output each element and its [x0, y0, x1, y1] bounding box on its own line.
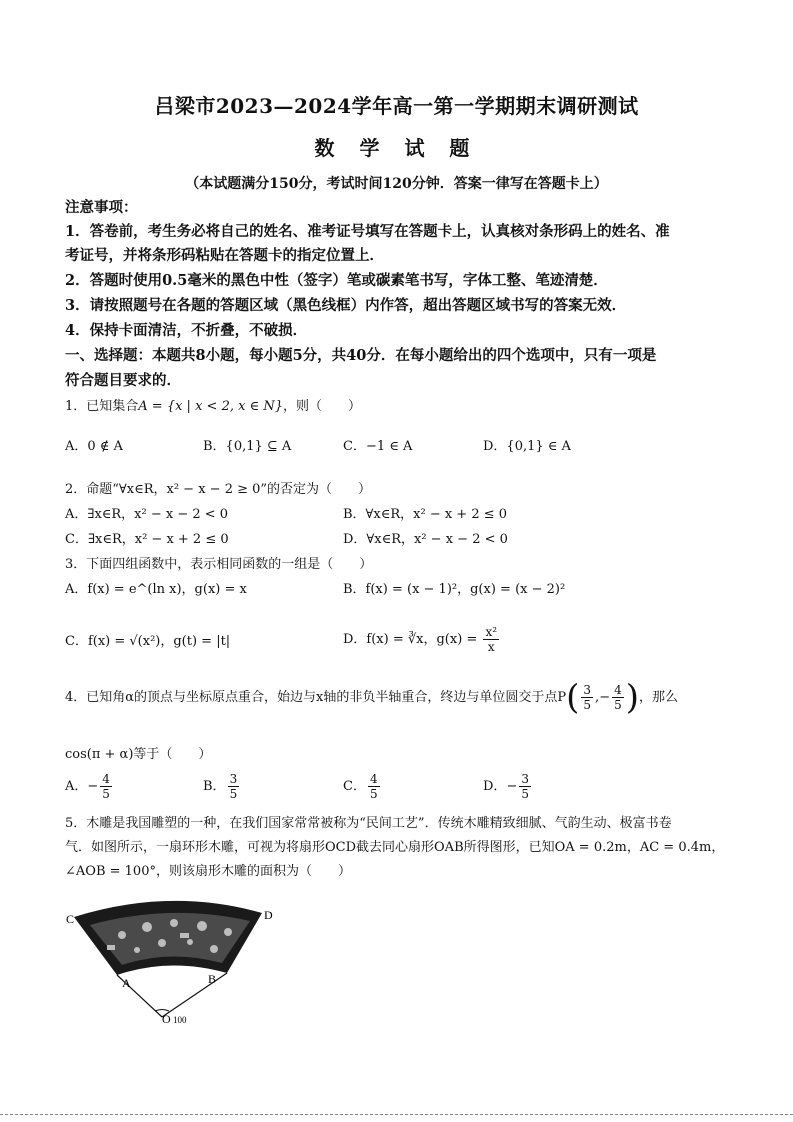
q4-option-a-sign: − — [87, 779, 99, 794]
carving-dot — [210, 945, 218, 953]
q4-paren-open: ( — [566, 677, 580, 718]
q1-stem — [65, 397, 361, 417]
carving-dot — [118, 931, 126, 939]
q1-stem-text: 1．已知集合 — [65, 399, 139, 414]
carving-block — [107, 945, 115, 950]
q4-option-a-label: A． — [65, 779, 88, 794]
q3-option-a: A．f(x) = e^(ln x)，g(x) = x — [65, 582, 247, 597]
carving-dot — [197, 921, 207, 931]
q4-option-d-den: 5 — [521, 787, 529, 801]
q4-point-y-sign: − — [599, 690, 611, 705]
radius-ob — [162, 973, 227, 1017]
q5-line3: ∠AOB = 100°，则该扇形木雕的面积为（ ） — [65, 864, 351, 879]
q4-option-b — [203, 772, 241, 801]
carving-dot — [224, 928, 232, 936]
q4-point-x-den: 5 — [583, 698, 592, 712]
q4-paren-close: ) — [625, 677, 639, 718]
q4-option-c — [343, 772, 382, 801]
q3-option-b: B．f(x) = (x − 1)²，g(x) = (x − 2)² — [343, 582, 566, 597]
q4-option-c-label: C． — [343, 779, 366, 794]
q4-option-a-frac — [100, 772, 112, 801]
q5-line1: 5．木雕是我国雕塑的一种，在我们国家常常被称为“民间工艺”．传统木雕精致细腻、气韵生动、极富书卷 — [65, 816, 672, 831]
label-a: A — [122, 976, 131, 990]
q4-stem-text: 4．已知角α的顶点与坐标原点重合，始边与x轴的非负半轴重合，终边与单位圆交于点P — [65, 690, 567, 705]
notice-heading: 注意事项： — [65, 199, 138, 216]
q4-option-d — [483, 772, 533, 801]
notice-item2: 2．答题时使用0.5毫米的黑色中性（签字）笔或碳素笔书写，字体工整、笔迹清楚． — [65, 272, 608, 289]
exam-subject: 数 学 试 题 — [314, 136, 479, 160]
q1-option-c: C．−1 ∈ A — [343, 439, 413, 454]
q3-option-c: C．f(x) = √(x²)，g(t) = |t| — [65, 634, 231, 649]
q4-point-y — [612, 683, 624, 712]
q4-option-c-num: 4 — [369, 772, 378, 786]
q2-option-c: C．∃x∈R，x² − x + 2 ≤ 0 — [65, 532, 229, 547]
q1-option-d: D．{0,1} ∈ A — [483, 439, 571, 454]
q2-option-b: B．∀x∈R，x² − x + 2 ≤ 0 — [343, 507, 508, 522]
exam-note: （本试题满分150分，考试时间120分钟．答案一律写在答题卡上） — [185, 176, 608, 192]
q4-point-y-num: 4 — [614, 683, 622, 697]
q1-set: A = {x | x < 2, x ∈ N} — [138, 399, 283, 414]
label-b: B — [208, 972, 217, 986]
q4-option-d-label: D． — [483, 779, 507, 794]
q5-line2: 气．如图所示，一扇环形木雕，可视为将扇形OCD截去同心扇形OAB所得图形，已知OA = 0.2m，AC = 0.4m， — [65, 840, 725, 855]
section1-line1: 一、选择题：本题共8小题，每小题5分，共40分．在每小题给出的四个选项中，只有一项是 — [65, 347, 657, 364]
wood-carving-figure — [62, 895, 292, 1025]
notice-item1-line1: 1．答卷前，考生务必将自己的姓名、准考证号填写在答题卡上，认真核对条形码上的姓名、准 — [65, 223, 670, 240]
q4-option-d-num: 3 — [521, 772, 529, 786]
carving-block — [180, 933, 189, 938]
q4-point-x-num: 3 — [583, 683, 592, 697]
q4-option-d-sign: − — [506, 779, 518, 794]
q4-option-c-frac — [368, 772, 380, 801]
q4-stem: 4．已知角α的顶点与坐标原点重合，始边与x轴的非负半轴重合，终边与单位圆交于点P( $\frac{3}{5}$ ,− $\frac{4}{5}$ )，那么 — [65, 677, 679, 718]
q3-option-d-den: x — [487, 640, 495, 654]
carving-dot — [158, 939, 166, 947]
q4-option-c-den: 5 — [369, 787, 378, 801]
angle-arc — [155, 1010, 169, 1012]
q4-stem2: cos(π + α)等于（ ） — [65, 747, 212, 762]
q1-option-a: A．0 ∉ A — [65, 439, 123, 454]
q4-option-d-frac — [519, 772, 531, 801]
q4-point-x — [581, 683, 593, 712]
carving-dot — [142, 922, 152, 932]
q3-stem: 3．下面四组函数中，表示相同函数的一组是（ ） — [65, 557, 373, 572]
q4-option-a — [65, 772, 114, 801]
q3-option-d — [343, 625, 501, 654]
notice-item3: 3．请按照题号在各题的答题区域（黑色线框）内作答，超出答题区域书写的答案无效． — [65, 297, 627, 314]
carving-dot — [170, 919, 178, 927]
q2-option-d: D．∀x∈R，x² − x − 2 < 0 — [343, 532, 508, 547]
q2-option-a: A．∃x∈R，x² − x − 2 < 0 — [65, 507, 229, 522]
q4-option-b-label: B． — [203, 779, 226, 794]
section1-line2: 符合题目要求的． — [65, 372, 181, 389]
q2-stem: 2．命题“∀x∈R，x² − x − 2 ≥ 0”的否定为（ ） — [65, 482, 372, 497]
carving-dot — [187, 939, 193, 945]
notice-item4: 4．保持卡面清洁，不折叠，不破损． — [65, 322, 308, 339]
q3-option-d-fraction — [483, 625, 499, 654]
q3-option-d-prefix: D．f(x) = ∛x，g(x) = — [343, 632, 478, 647]
label-c: C — [66, 912, 75, 926]
page-bottom-rule — [0, 1114, 793, 1116]
q4-option-b-frac — [228, 772, 240, 801]
q4-option-a-num: 4 — [102, 772, 110, 786]
carving-dot — [134, 947, 140, 953]
label-d: D — [264, 908, 273, 922]
q4-point-y-den: 5 — [614, 698, 622, 712]
q4-stem-tail: ，那么 — [639, 690, 679, 705]
notice-item1-line2: 考证号，并将条形码粘贴在答题卡的指定位置上． — [65, 247, 384, 264]
q4-option-b-num: 3 — [229, 772, 238, 786]
q1-tail: ，则（ ） — [282, 399, 361, 414]
q1-option-b: B．{0,1} ⊆ A — [203, 439, 292, 454]
label-o: O — [162, 1012, 171, 1025]
q3-option-d-num: x² — [485, 625, 498, 639]
q4-option-a-den: 5 — [102, 787, 110, 801]
q4-option-b-den: 5 — [229, 787, 238, 801]
label-angle: 100 — [173, 1015, 187, 1025]
exam-title: 吕梁市2023—2024学年高一第一学期期末调研测试 — [154, 94, 639, 118]
